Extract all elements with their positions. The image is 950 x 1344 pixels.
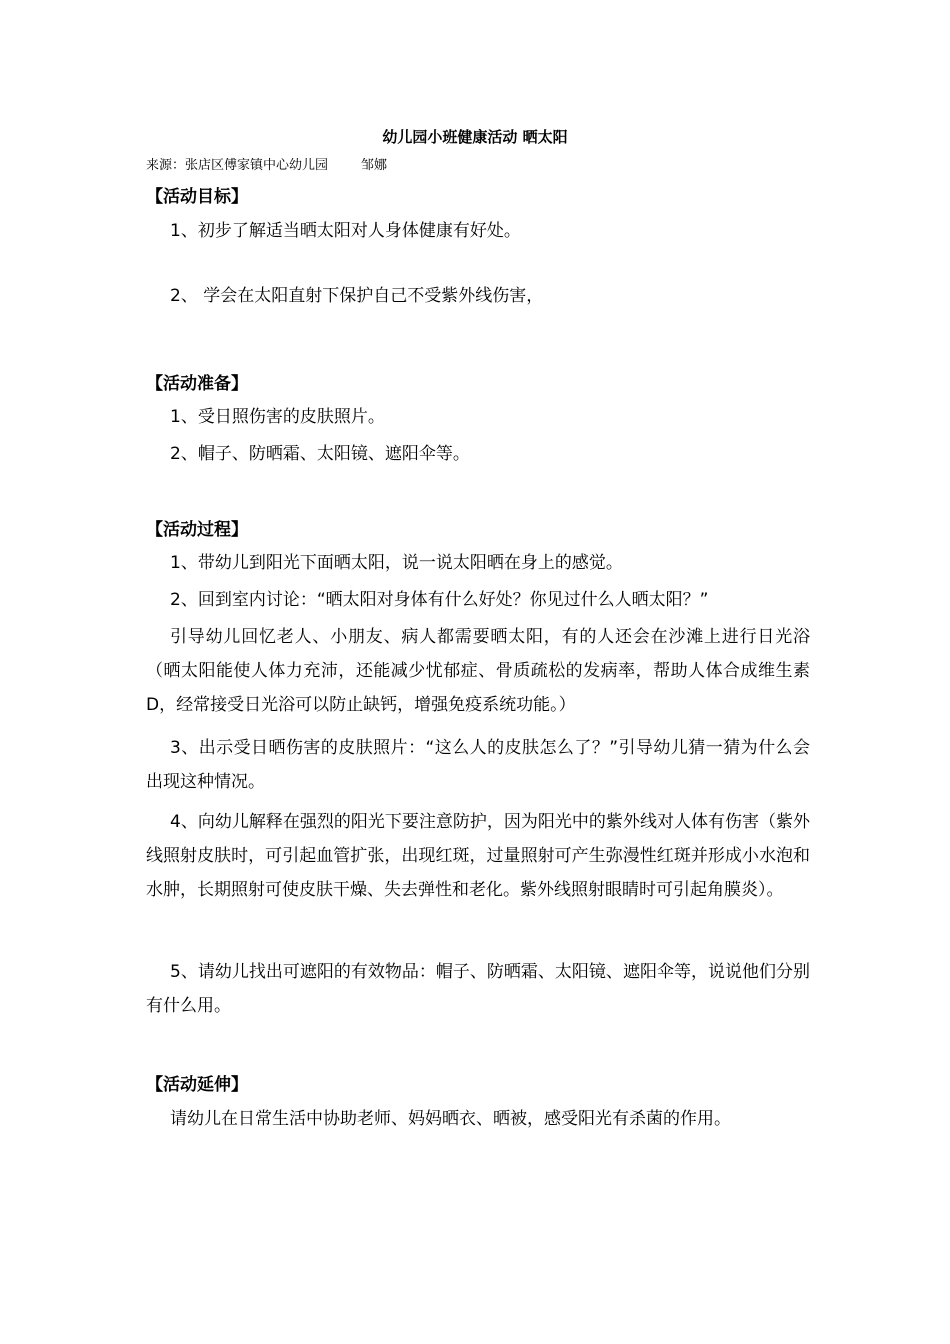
process-paragraph: 引导幼儿回忆老人、小朋友、病人都需要晒太阳，有的人还会在沙滩上进行日光浴（晒太阳能使人体力充沛，还能减少忧郁症、骨质疏松的发病率，帮助人体合成维生素D，经常接受日光浴可以防止缺钙，增强免疫系统功能。） xyxy=(146,627,810,715)
goal-item: 1、初步了解适当晒太阳对人身体健康有好处。 xyxy=(170,221,521,241)
section-heading-process: 【活动过程】 xyxy=(146,520,248,540)
process-item: 1、带幼儿到阳光下面晒太阳，说一说太阳晒在身上的感觉。 xyxy=(170,553,623,573)
process-item: 3、出示受日晒伤害的皮肤照片：“这么人的皮肤怎么了？”引导幼儿猜一猜为什么会出现这种情况。 xyxy=(146,738,810,792)
section-heading-goals: 【活动目标】 xyxy=(146,187,248,207)
section-heading-preparation: 【活动准备】 xyxy=(146,374,248,394)
process-item: 2、回到室内讨论：“晒太阳对身体有什么好处？你见过什么人晒太阳？” xyxy=(170,590,709,610)
document-title: 幼儿园小班健康活动 晒太阳 xyxy=(382,128,568,146)
process-item: 5、请幼儿找出可遮阳的有效物品：帽子、防晒霜、太阳镜、遮阳伞等，说说他们分别有什么用。 xyxy=(146,962,810,1016)
section-heading-extension: 【活动延伸】 xyxy=(146,1075,248,1095)
document-source: 来源：张店区傅家镇中心幼儿园 邹娜 xyxy=(146,158,388,173)
preparation-item: 2、帽子、防晒霜、太阳镜、遮阳伞等。 xyxy=(170,444,470,464)
preparation-item: 1、受日照伤害的皮肤照片。 xyxy=(170,407,385,427)
extension-item: 请幼儿在日常生活中协助老师、妈妈晒衣、晒被，感受阳光有杀菌的作用。 xyxy=(170,1109,731,1129)
goal-item: 2、 学会在太阳直射下保护自己不受紫外线伤害， xyxy=(170,286,544,306)
process-item: 4、向幼儿解释在强烈的阳光下要注意防护，因为阳光中的紫外线对人体有伤害（紫外线照射皮肤时，可引起血管扩张，出现红斑，过量照射可产生弥漫性红斑并形成小水泡和水肿，长期照射可使皮肤干燥、失去弹性和老化。紫外线照射眼睛时可引起角膜炎）。 xyxy=(146,812,810,900)
